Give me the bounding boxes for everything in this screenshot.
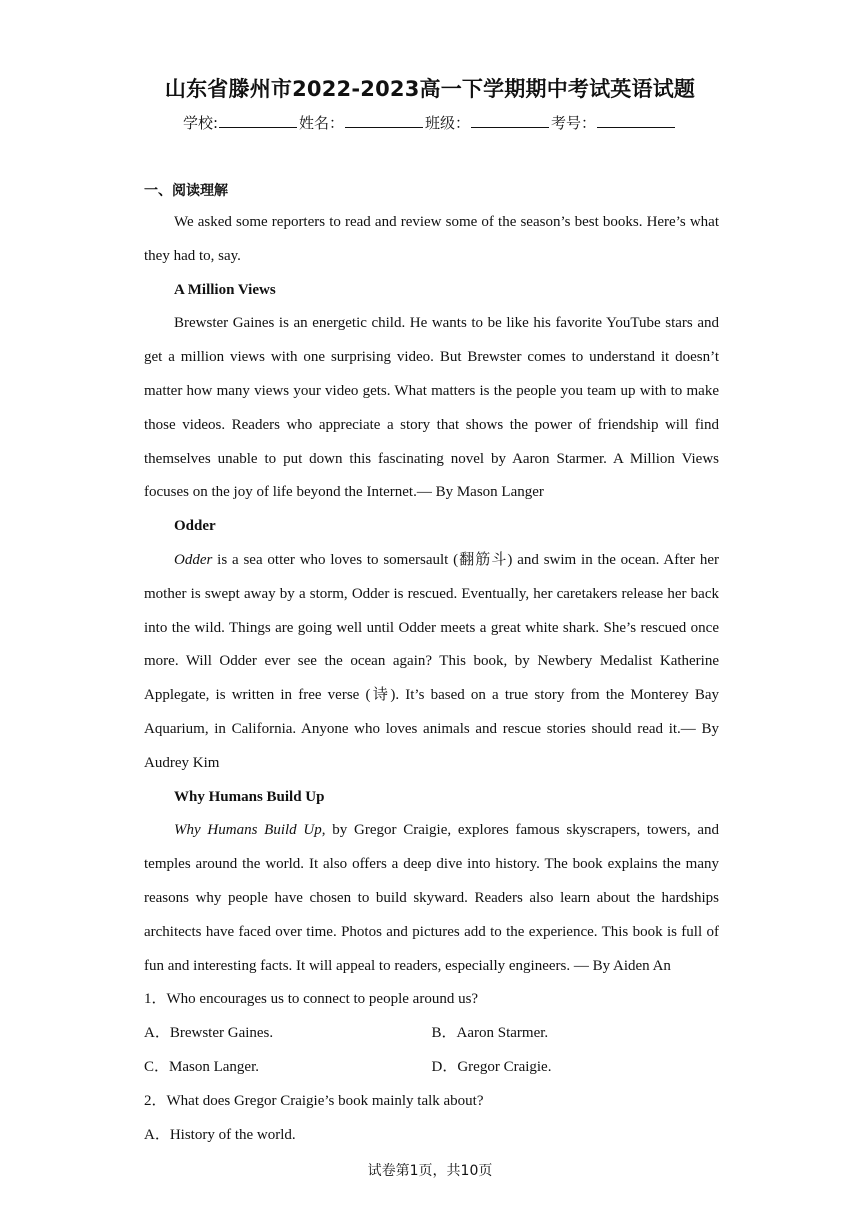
option-row	[144, 1051, 719, 1085]
book-heading: Why Humans Build Up	[174, 788, 325, 805]
option-row	[144, 1017, 719, 1051]
option-a[interactable]: A．History of the world.	[144, 1126, 296, 1143]
review-text: is a sea otter who loves to somersault (翻筋斗) and swim in the ocean. After her mother is swept away by a storm, Odder is rescued. Eventually, her caretakers release her back into the wild. Things are going well until Odder meets a great white shark. She’s rescued once more. Will Odder ever see the ocean again? This book, by Newbery Medalist Katherine Applegate, is written in free verse (诗). It’s based on a true story from the Monterey Bay Aquarium, in California. Anyone who loves animals and rescue stories should read it.— By Audrey Kim	[144, 551, 719, 771]
option-b[interactable]: B．Aaron Starmer.	[431, 1025, 549, 1042]
name-blank[interactable]	[345, 113, 423, 128]
book-title-italic: Odder	[174, 551, 213, 568]
number-blank[interactable]	[597, 113, 675, 128]
school-label: 学校:	[182, 114, 218, 132]
book-review	[144, 307, 719, 510]
section-heading: 一、阅读理解	[144, 183, 228, 199]
book-heading: Odder	[174, 518, 216, 535]
question-stem: 1．Who encourages us to connect to people around us?	[144, 991, 479, 1008]
student-info-line	[0, 112, 860, 133]
question-stem: 2．What does Gregor Craigie’s book mainly talk about?	[144, 1092, 484, 1109]
intro-paragraph: We asked some reporters to read and review some of the season’s best books. Here’s what they had to, say.	[144, 214, 719, 264]
class-blank[interactable]	[471, 113, 549, 128]
number-label: 考号：	[551, 114, 597, 132]
option-d[interactable]: D．Gregor Craigie.	[431, 1058, 552, 1075]
review-text: Brewster Gaines is an energetic child. He wants to be like his favorite YouTube stars and get a million views with one surprising video. But Brewster comes to understand it doesn’t matter how many views your video gets. What matters is the people you team up with to make those videos. Readers who appreciate a story that shows the power of friendship will find themselves unable to put down this fascinating novel by Aaron Starmer. A Million Views focuses on the joy of life beyond the Internet.— By Mason Langer	[144, 315, 719, 501]
school-blank[interactable]	[219, 113, 297, 128]
reading-passage	[144, 206, 719, 1152]
book-heading: A Million Views	[174, 281, 276, 298]
book-review	[144, 544, 719, 781]
option-c[interactable]: C．Mason Langer.	[144, 1058, 259, 1075]
page-footer: 试卷第1页，共10页	[367, 1163, 493, 1179]
option-row	[144, 1119, 719, 1153]
page-title: 山东省滕州市2022-2023高一下学期期中考试英语试题	[164, 77, 696, 101]
review-text: , by Gregor Craigie, explores famous skyscrapers, towers, and temples around the world. It also offers a deep dive into history. The book explains the many reasons why people have chosen to build skyward. Readers also learn about the hardships architects have faced over time. Photos and pictures add to the experience. This book is full of fun and interesting facts. It will appeal to readers, especially engineers. — By Aiden An	[144, 822, 719, 974]
book-title-italic: Why Humans Build Up	[174, 822, 322, 839]
book-review	[144, 814, 719, 983]
name-label: 姓名：	[299, 114, 345, 132]
option-a[interactable]: A．Brewster Gaines.	[144, 1025, 274, 1042]
class-label: 班级：	[425, 114, 471, 132]
